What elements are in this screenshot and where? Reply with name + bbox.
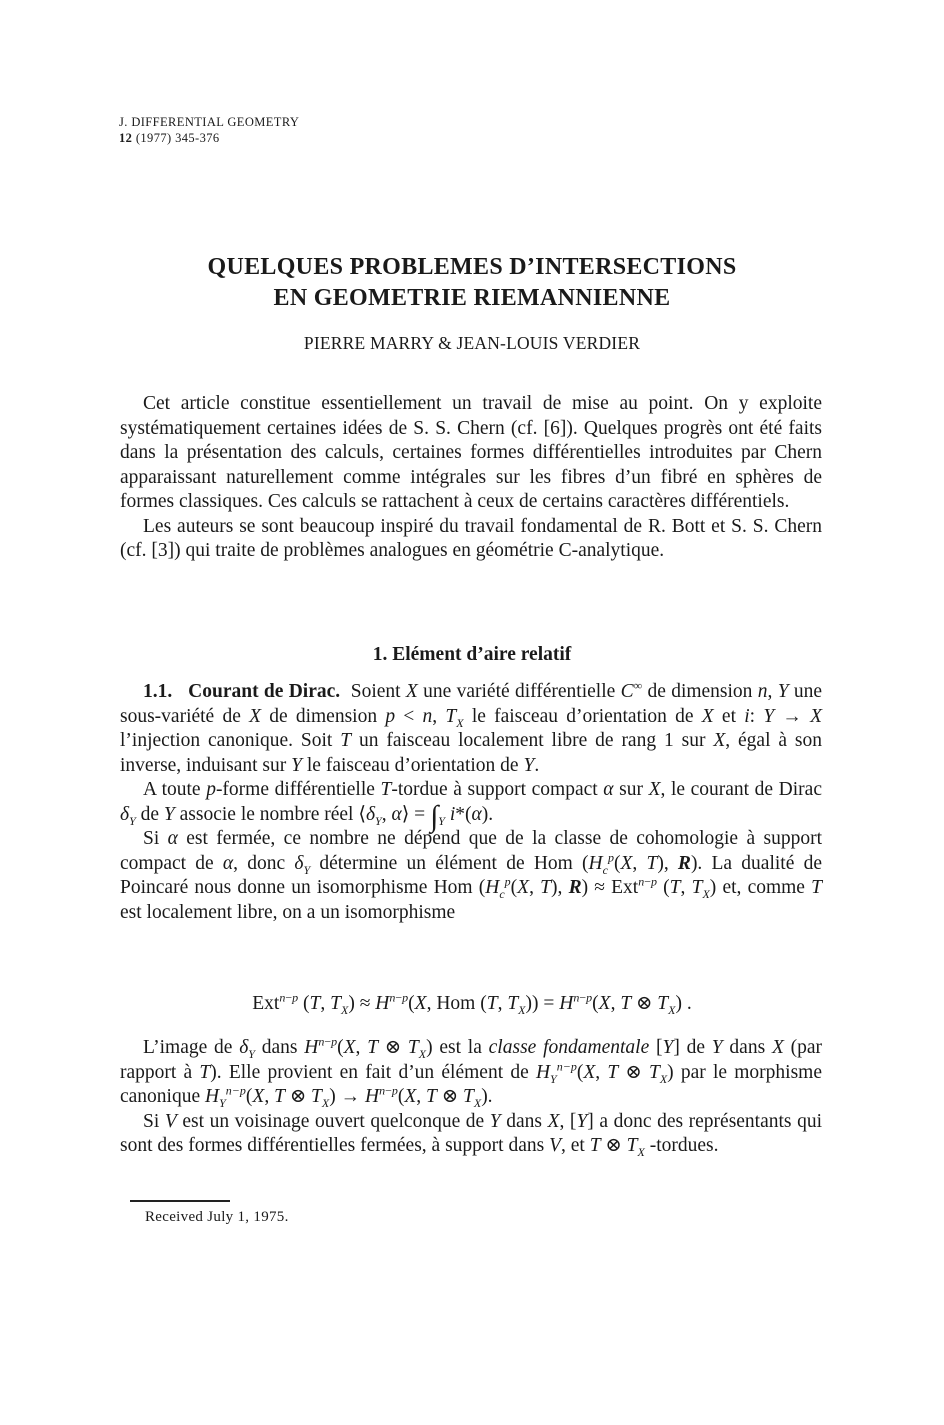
abstract — [120, 392, 822, 564]
journal-issue: (1977) 345-376 — [135, 131, 220, 145]
display-equation: Ext$^{n-p}$ (T, $T_X) \approx H^{n-p}(X$, Hom (T, $T_X)) = H^{n-p}(X$, T ⊗ $T_X$) . — [252, 990, 692, 1017]
section-body-part-2 — [120, 1036, 822, 1159]
paper-title — [0, 252, 944, 314]
journal-name: J. DIFFERENTIAL GEOMETRY — [119, 115, 300, 129]
journal-volume: 12 — [119, 131, 133, 145]
subsection-title: Courant de Dirac. — [188, 681, 341, 702]
paper-authors: PIERRE MARRY & JEAN-LOUIS VERDIER — [303, 333, 641, 353]
paragraph-cohomology: Si α est fermée, ce nombre ne dépend que de la classe de cohomologie à support compact de α, donc $\delta_Y$ détermine un élément de Hom ($H_c^p(X$, T), R). La dualité de Poincaré nous donne un isomorphisme Hom ($H_c^p(X$, T), R) ≈ Ext$^{n-p}$ (T, $T_X$) et, comme T est localement libre, on a un isomorphisme — [120, 828, 822, 923]
paragraph-dirac-definition: 1.1. Courant de Dirac. Soient X une variété différentielle C∞ de dimension n, Y une sous-variété de X de dimension p < n, $T_X$ le faisceau d’orientation de X et i: Y → X l’injection canonique. Soit T un faisceau localement libre de rang 1 sur X, égal à son inverse, induisant sur Y le faisceau d’orientation de Y. — [120, 678, 823, 776]
paragraph-dirac-current: A toute p-forme différentielle T-tordue à support compact α sur X, le courant de Dirac $\delta_Y$ de Y associe le nombre réel $⟨\delta_Y$, α⟩ = $\int_Y$ i*(α). — [120, 779, 822, 833]
received-footnote: Received July 1, 1975. — [145, 1209, 289, 1225]
journal-header — [119, 114, 299, 146]
section-body-part-1 — [120, 680, 822, 925]
paragraph-neighbourhood: Si V est un voisinage ouvert quelconque de Y dans X, [Y] a donc des représentants qui sont des formes différentielles fermées, à support dans V, et T ⊗ $T_X$ -tordues. — [120, 1110, 823, 1159]
title-line-2: EN GEOMETRIE RIEMANNIENNE — [273, 285, 671, 311]
abstract-paragraph-2: Les auteurs se sont beaucoup inspiré du travail fondamental de R. Bott et S. S. Chern (cf. [3]) qui traite de problèmes analogues en géométrie C-analytique. — [120, 515, 822, 561]
paragraph-fundamental-class: L’image de $\delta_Y$ dans $H^{n-p}(X$, T ⊗ $T_X$) est la classe fondamentale [Y] de Y dans X (par rapport à T). Elle provient en fait d’un élément de $H_Y^{n-p}(X$, T ⊗ $T_X$) par le morphisme canonique $H_Y^{n-p}(X$, T ⊗ $T_X) \to H^{n-p}(X$, T ⊗ $T_X$). — [120, 1034, 823, 1110]
journal-volume-line — [119, 130, 299, 146]
section-heading: 1. Elément d’aire relatif — [372, 644, 572, 665]
abstract-paragraph-1: Cet article constitue essentiellement un travail de mise au point. On y exploite systématiquement certaines idées de S. S. Chern (cf. [6]). Quelques progrès ont été faits dans la présentation des calculs, certaines formes différentielles introduites par Chern apparaissant naturellement comme intégrales sur les fibres d’un fibré en sphères de formes classiques. Ces calculs se rattachent à ceux de certains caractères différentiels. — [120, 393, 822, 512]
title-line-1: QUELQUES PROBLEMES D’INTERSECTIONS — [207, 254, 737, 280]
footnote-rule — [130, 1200, 230, 1202]
subsection-number: 1.1. — [143, 681, 173, 702]
